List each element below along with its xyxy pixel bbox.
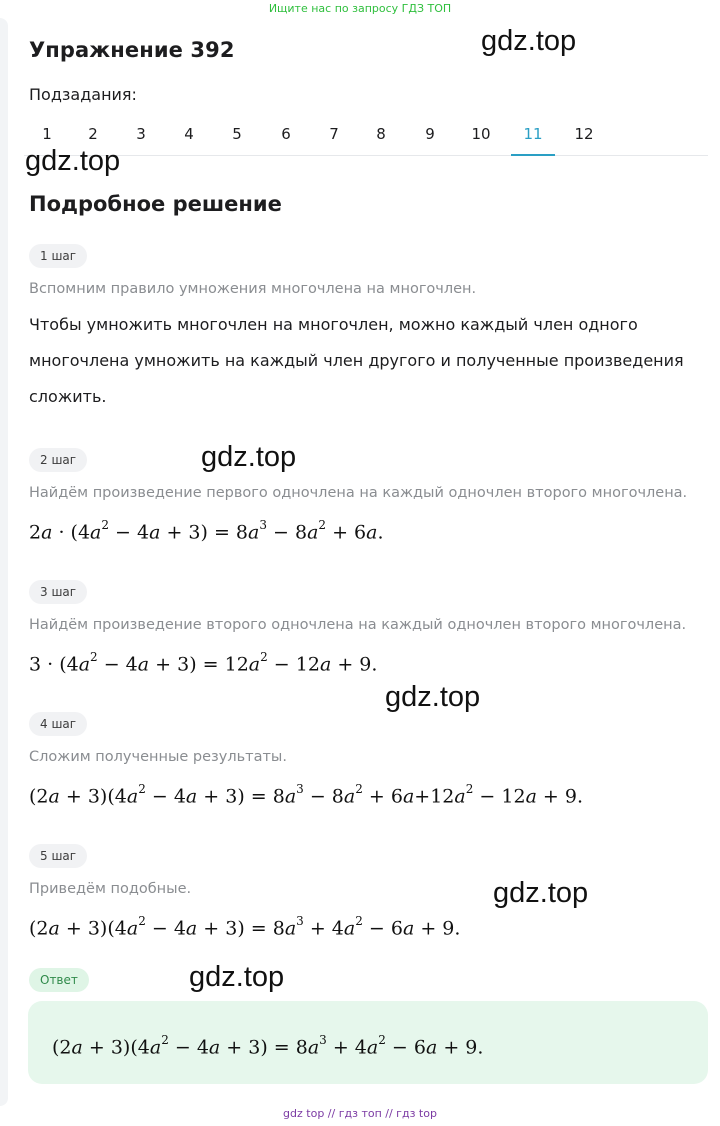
step-1-hint: Вспомним правило умножения многочлена на многочлен.: [29, 281, 477, 297]
tab-12[interactable]: 12: [574, 125, 594, 143]
answer-formula: $(2a + 3)(4a^2 - 4a + 3) = 8a^3 + 4a^2 - 6a + 9$.: [52, 1033, 484, 1059]
step-4-badge: 4 шаг: [29, 712, 87, 736]
tab-6[interactable]: 6: [281, 125, 291, 143]
tab-7[interactable]: 7: [329, 125, 339, 143]
step-2-badge: 2 шаг: [29, 448, 87, 472]
step-4-hint: Сложим полученные результаты.: [29, 749, 287, 765]
answer-badge: Ответ: [29, 968, 89, 992]
step-2-hint: Найдём произведение первого одночлена на каждый одночлен второго многочлена.: [29, 485, 688, 501]
page-title: Упражнение 392: [29, 38, 235, 62]
left-rail: [0, 18, 8, 1106]
tab-4[interactable]: 4: [184, 125, 194, 143]
watermark-text: gdz.top: [25, 145, 121, 177]
answer-box: [28, 1001, 708, 1084]
step-5-badge: 5 шаг: [29, 844, 87, 868]
subtask-tabs: [24, 118, 708, 156]
top-banner[interactable]: Ищите нас по запросу ГДЗ ТОП: [268, 2, 452, 15]
step-3-formula: $3 \cdot (4a^2 - 4a + 3) = 12a^2 - 12a + 9$.: [29, 650, 378, 676]
tab-10[interactable]: 10: [471, 125, 491, 143]
watermark-text: gdz.top: [189, 961, 285, 993]
footer-links[interactable]: gdz top // гдз топ // гдз top: [283, 1107, 437, 1120]
step-1-badge: 1 шаг: [29, 244, 87, 268]
watermark-text: gdz.top: [385, 681, 481, 713]
tab-1[interactable]: 1: [42, 125, 52, 143]
tab-11[interactable]: 11: [511, 118, 555, 156]
step-2-formula: $2a \cdot (4a^2 - 4a + 3) = 8a^3 - 8a^2 + 6a$.: [29, 518, 384, 544]
step-1-text: Чтобы умножить многочлен на многочлен, можно каждый член одного многочлена умножить на каждый член другого и полученные произведения сложить.: [29, 315, 684, 406]
step-3-hint: Найдём произведение второго одночлена на каждый одночлен второго многочлена.: [29, 617, 687, 633]
tab-2[interactable]: 2: [88, 125, 98, 143]
tab-9[interactable]: 9: [425, 125, 435, 143]
step-5-hint: Приведём подобные.: [29, 881, 192, 897]
subtasks-label: Подзадания:: [29, 85, 137, 104]
tab-3[interactable]: 3: [136, 125, 146, 143]
tab-5[interactable]: 5: [232, 125, 242, 143]
step-5-formula: $(2a + 3)(4a^2 - 4a + 3) = 8a^3 + 4a^2 - 6a + 9$.: [29, 914, 461, 940]
step-3-badge: 3 шаг: [29, 580, 87, 604]
solution-title: Подробное решение: [29, 192, 282, 216]
watermark-text: gdz.top: [481, 25, 577, 57]
watermark-text: gdz.top: [201, 441, 297, 473]
solution-card: [8, 18, 720, 1108]
step-4-formula: $(2a + 3)(4a^2 - 4a + 3) = 8a^3 - 8a^2 + 6a+12a^2 - 12a + 9$.: [29, 782, 584, 808]
watermark-text: gdz.top: [493, 877, 589, 909]
tab-8[interactable]: 8: [376, 125, 386, 143]
